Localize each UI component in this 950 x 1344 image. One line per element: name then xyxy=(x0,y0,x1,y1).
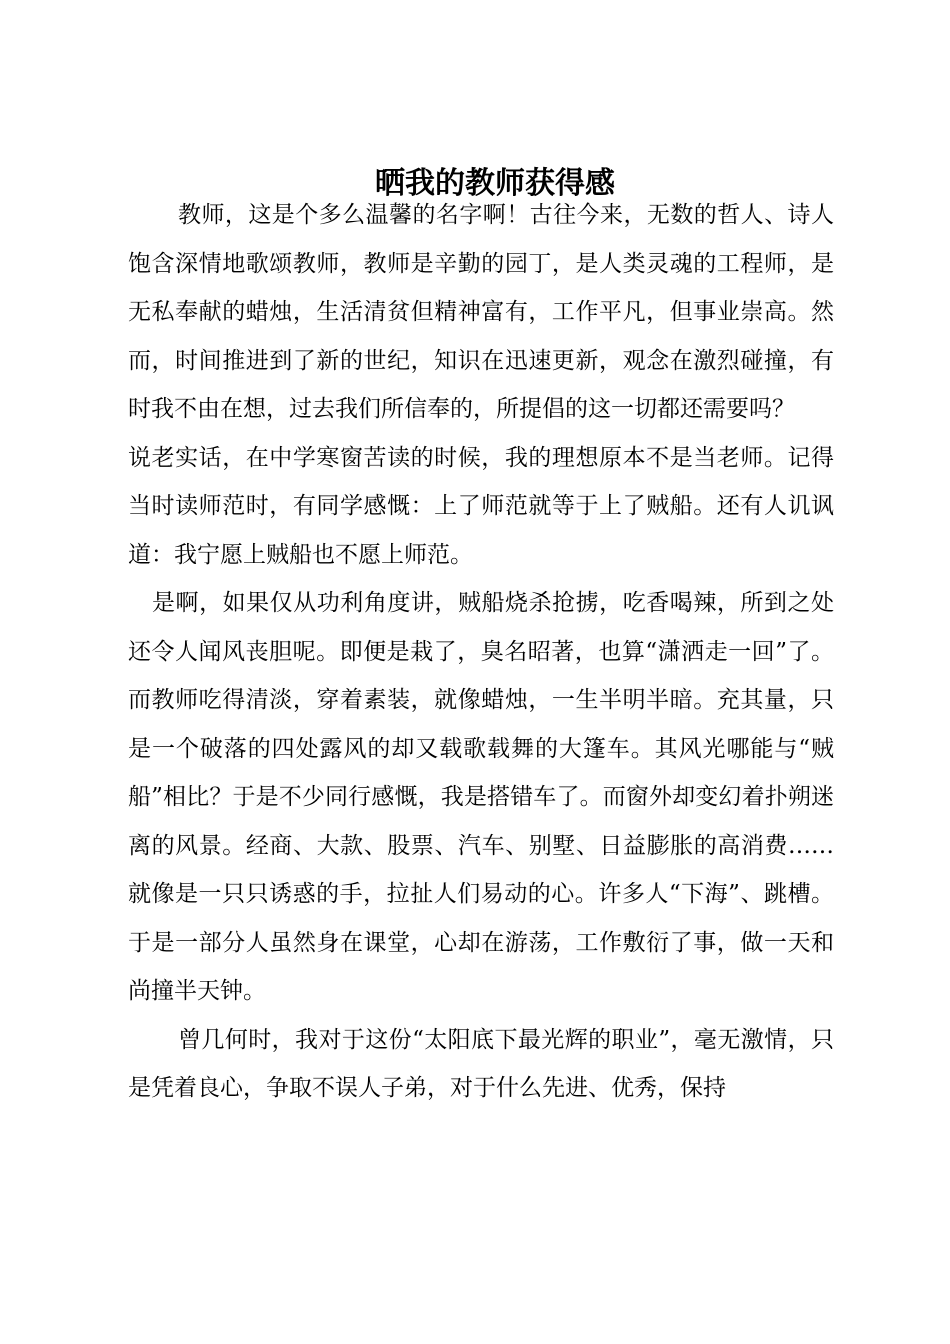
paragraph-4: 曾几何时，我对于这份“太阳底下最光辉的职业”，毫无激情，只是凭着良心，争取不误人子弟，对于什么先进、优秀，保持 xyxy=(128,1026,834,1101)
paragraph-1: 教师，这是个多么温馨的名字啊！古往今来，无数的哲人、诗人饱含深情地歌颂教师，教师是辛勤的园丁，是人类灵魂的工程师，是无私奉献的蜡烛，生活清贫但精神富有，工作平凡，但事业崇高。然而，时间推进到了新的世纪，知识在迅速更新，观念在激烈碰撞，有时我不由在想，过去我们所信奉的，所提倡的这一切都还需要吗？ xyxy=(128,202,834,422)
document-body xyxy=(128,191,834,1113)
document-title: 晒我的教师获得感 xyxy=(375,166,615,201)
paragraph-2: 说老实话，在中学寒窗苦读的时候，我的理想原本不是当老师。记得当时读师范时，有同学感慨：上了师范就等于上了贼船。还有人讥讽道：我宁愿上贼船也不愿上师范。 xyxy=(128,444,834,568)
paragraph-3: 是啊，如果仅从功利角度讲，贼船烧杀抢掳，吃香喝辣，所到之处还令人闻风丧胆呢。即便是栽了，臭名昭著，也算“潇洒走一回”了。而教师吃得清淡，穿着素装，就像蜡烛，一生半明半暗。充其量，只是一个破落的四处露风的却又载歌载舞的大篷车。其风光哪能与“贼船”相比？于是不少同行感慨，我是搭错车了。而窗外却变幻着扑朔迷离的风景。经商、大款、股票、汽车、别墅、日益膨胀的高消费……就像是一只只诱惑的手，拉扯人们易动的心。许多人“下海”、跳槽。于是一部分人虽然身在课堂，心却在游荡，工作敷衍了事，做一天和尚撞半天钟。 xyxy=(128,590,834,1004)
